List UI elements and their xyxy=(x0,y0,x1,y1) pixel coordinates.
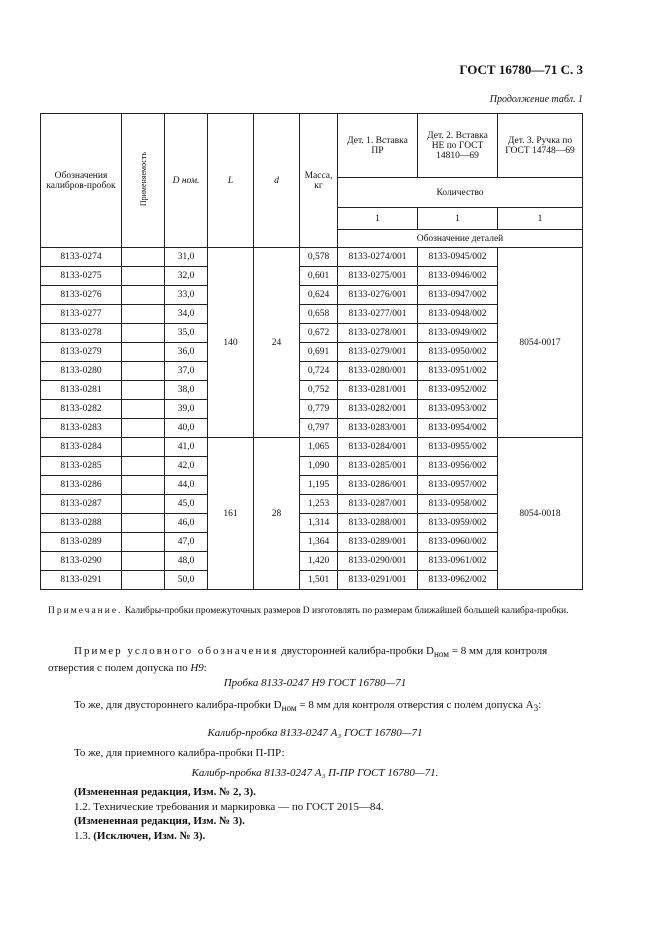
cell-dnom: 32,0 xyxy=(165,267,208,286)
cell-application xyxy=(122,514,165,533)
cell-dnom: 50,0 xyxy=(165,571,208,590)
header-designation: Обозначения калибров-пробок xyxy=(41,114,122,248)
cell-mass: 0,797 xyxy=(300,419,338,438)
cell-code: 8133-0279 xyxy=(41,343,122,362)
cell-ne: 8133-0957/002 xyxy=(418,476,498,495)
header-application: Применяемость xyxy=(122,114,165,248)
cell-dnom: 40,0 xyxy=(165,419,208,438)
cell-dnom: 45,0 xyxy=(165,495,208,514)
cell-code: 8133-0289 xyxy=(41,533,122,552)
cell-ne: 8133-0949/002 xyxy=(418,324,498,343)
cell-handle: 8054-0017 xyxy=(498,248,583,438)
edition-note-2: (Измененная редакция, Изм. № 3). xyxy=(74,815,245,827)
cell-code: 8133-0288 xyxy=(41,514,122,533)
cell-mass: 0,672 xyxy=(300,324,338,343)
cell-application xyxy=(122,343,165,362)
cell-code: 8133-0291 xyxy=(41,571,122,590)
page-header: ГОСТ 16780—71 С. 3 xyxy=(459,62,583,77)
cell-mass: 1,420 xyxy=(300,552,338,571)
cell-dnom: 38,0 xyxy=(165,381,208,400)
cell-mass: 0,624 xyxy=(300,286,338,305)
note-label: Примечание. xyxy=(48,606,123,616)
note-text: Калибры-пробки промежуточных размеров D изготовлять по размерам ближайшей большей калибра-пробки. xyxy=(122,606,569,616)
cell-ne: 8133-0946/002 xyxy=(418,267,498,286)
cell-d: 28 xyxy=(254,438,300,590)
cell-pr: 8133-0287/001 xyxy=(338,495,418,514)
cell-handle: 8054-0018 xyxy=(498,438,583,590)
cell-code: 8133-0280 xyxy=(41,362,122,381)
cell-code: 8133-0286 xyxy=(41,476,122,495)
cell-application xyxy=(122,552,165,571)
cell-code: 8133-0290 xyxy=(41,552,122,571)
cell-ne: 8133-0952/002 xyxy=(418,381,498,400)
cell-pr: 8133-0282/001 xyxy=(338,400,418,419)
cell-dnom: 44,0 xyxy=(165,476,208,495)
designation-1: Пробка 8133-0247 H9 ГОСТ 16780—71 xyxy=(223,677,407,689)
cell-pr: 8133-0276/001 xyxy=(338,286,418,305)
cell-ne: 8133-0953/002 xyxy=(418,400,498,419)
cell-mass: 1,090 xyxy=(300,457,338,476)
cell-application xyxy=(122,362,165,381)
cell-pr: 8133-0278/001 xyxy=(338,324,418,343)
same-paragraph-1: То же, для двустороннего калибра-пробки $D_{ном} = 8$ мм для контроля отверстия с полем допуска $A_3$: xyxy=(74,699,542,714)
cell-application xyxy=(122,438,165,457)
cell-pr: 8133-0291/001 xyxy=(338,571,418,590)
cell-application xyxy=(122,476,165,495)
cell-code: 8133-0283 xyxy=(41,419,122,438)
cell-code: 8133-0282 xyxy=(41,400,122,419)
cell-mass: 1,195 xyxy=(300,476,338,495)
cell-mass: 0,779 xyxy=(300,400,338,419)
cell-dnom: 35,0 xyxy=(165,324,208,343)
cell-ne: 8133-0945/002 xyxy=(418,248,498,267)
example-paragraph: Пример условного обозначения двусторонней калибра-пробки $D_{ном} = 8$ мм для контроля отверстия с полем допуска по H9: xyxy=(48,645,548,675)
cell-pr: 8133-0288/001 xyxy=(338,514,418,533)
cell-code: 8133-0275 xyxy=(41,267,122,286)
cell-ne: 8133-0950/002 xyxy=(418,343,498,362)
edition-note-1: (Измененная редакция, Изм. № 2, 3). xyxy=(74,786,256,798)
cell-pr: 8133-0283/001 xyxy=(338,419,418,438)
cell-dnom: 34,0 xyxy=(165,305,208,324)
header-mass: Масса, кг xyxy=(300,114,338,248)
cell-code: 8133-0277 xyxy=(41,305,122,324)
header-quantity: Количество xyxy=(338,178,583,208)
cell-application xyxy=(122,286,165,305)
cell-dnom: 47,0 xyxy=(165,533,208,552)
cell-mass: 0,601 xyxy=(300,267,338,286)
cell-mass: 0,578 xyxy=(300,248,338,267)
header-det1: Дет. 1. Вставка ПР xyxy=(338,114,418,178)
cell-pr: 8133-0281/001 xyxy=(338,381,418,400)
cell-code: 8133-0285 xyxy=(41,457,122,476)
cell-ne: 8133-0954/002 xyxy=(418,419,498,438)
cell-code: 8133-0276 xyxy=(41,286,122,305)
cell-pr: 8133-0286/001 xyxy=(338,476,418,495)
cell-mass: 0,691 xyxy=(300,343,338,362)
item-1-3: 1.3. (Исключен, Изм. № 3). xyxy=(74,830,206,842)
cell-ne: 8133-0958/002 xyxy=(418,495,498,514)
cell-dnom: 37,0 xyxy=(165,362,208,381)
cell-ne: 8133-0948/002 xyxy=(418,305,498,324)
item-1-2: 1.2. Технические требования и маркировка — по ГОСТ 2015—84. xyxy=(74,801,384,813)
header-q3: 1 xyxy=(498,208,583,230)
cell-application xyxy=(122,305,165,324)
cell-application xyxy=(122,267,165,286)
cell-mass: 1,065 xyxy=(300,438,338,457)
cell-L: 140 xyxy=(208,248,254,438)
cell-dnom: 46,0 xyxy=(165,514,208,533)
parts-table xyxy=(40,113,583,590)
cell-ne: 8133-0959/002 xyxy=(418,514,498,533)
header-det3: Дет. 3. Ручка по ГОСТ 14748—69 xyxy=(498,114,583,178)
header-det2: Дет. 2. Вставка НЕ по ГОСТ 14810—69 xyxy=(418,114,498,178)
table-note xyxy=(48,604,582,618)
cell-pr: 8133-0279/001 xyxy=(338,343,418,362)
header-parts-designation: Обозначение деталей xyxy=(338,230,583,248)
cell-application xyxy=(122,571,165,590)
cell-application xyxy=(122,533,165,552)
designation-3: Калибр-пробка 8133-0247 А₃ П-ПР ГОСТ 16780—71. xyxy=(191,767,439,779)
cell-dnom: 36,0 xyxy=(165,343,208,362)
cell-pr: 8133-0290/001 xyxy=(338,552,418,571)
cell-L: 161 xyxy=(208,438,254,590)
cell-pr: 8133-0284/001 xyxy=(338,438,418,457)
cell-pr: 8133-0275/001 xyxy=(338,267,418,286)
cell-mass: 1,314 xyxy=(300,514,338,533)
cell-code: 8133-0284 xyxy=(41,438,122,457)
cell-code: 8133-0274 xyxy=(41,248,122,267)
cell-mass: 1,501 xyxy=(300,571,338,590)
table-continuation: Продолжение табл. 1 xyxy=(489,94,583,105)
cell-dnom: 48,0 xyxy=(165,552,208,571)
example-label: Пример условного обозначения xyxy=(74,645,279,657)
header-q1: 1 xyxy=(338,208,418,230)
cell-application xyxy=(122,381,165,400)
cell-code: 8133-0278 xyxy=(41,324,122,343)
cell-ne: 8133-0955/002 xyxy=(418,438,498,457)
cell-pr: 8133-0274/001 xyxy=(338,248,418,267)
cell-code: 8133-0287 xyxy=(41,495,122,514)
cell-pr: 8133-0285/001 xyxy=(338,457,418,476)
cell-ne: 8133-0956/002 xyxy=(418,457,498,476)
cell-dnom: 31,0 xyxy=(165,248,208,267)
cell-pr: 8133-0277/001 xyxy=(338,305,418,324)
same-paragraph-2: То же, для приемного калибра-пробки П-ПР: xyxy=(74,747,285,759)
cell-mass: 1,364 xyxy=(300,533,338,552)
cell-ne: 8133-0947/002 xyxy=(418,286,498,305)
cell-application xyxy=(122,457,165,476)
cell-ne: 8133-0960/002 xyxy=(418,533,498,552)
cell-ne: 8133-0951/002 xyxy=(418,362,498,381)
cell-mass: 0,724 xyxy=(300,362,338,381)
cell-dnom: 39,0 xyxy=(165,400,208,419)
header-q2: 1 xyxy=(418,208,498,230)
header-d: d xyxy=(254,114,300,248)
cell-mass: 1,253 xyxy=(300,495,338,514)
cell-ne: 8133-0962/002 xyxy=(418,571,498,590)
cell-mass: 0,752 xyxy=(300,381,338,400)
cell-dnom: 33,0 xyxy=(165,286,208,305)
cell-application xyxy=(122,324,165,343)
header-L: L xyxy=(208,114,254,248)
cell-ne: 8133-0961/002 xyxy=(418,552,498,571)
cell-dnom: 41,0 xyxy=(165,438,208,457)
cell-application xyxy=(122,495,165,514)
table-row xyxy=(41,248,583,267)
cell-application xyxy=(122,419,165,438)
cell-pr: 8133-0280/001 xyxy=(338,362,418,381)
cell-mass: 0,658 xyxy=(300,305,338,324)
cell-code: 8133-0281 xyxy=(41,381,122,400)
cell-pr: 8133-0289/001 xyxy=(338,533,418,552)
cell-dnom: 42,0 xyxy=(165,457,208,476)
cell-application xyxy=(122,248,165,267)
cell-application xyxy=(122,400,165,419)
table-row xyxy=(41,438,583,457)
cell-d: 24 xyxy=(254,248,300,438)
designation-2: Калибр-пробка 8133-0247 А₃ ГОСТ 16780—71 xyxy=(207,727,423,739)
header-dnom: D ном. xyxy=(165,114,208,248)
